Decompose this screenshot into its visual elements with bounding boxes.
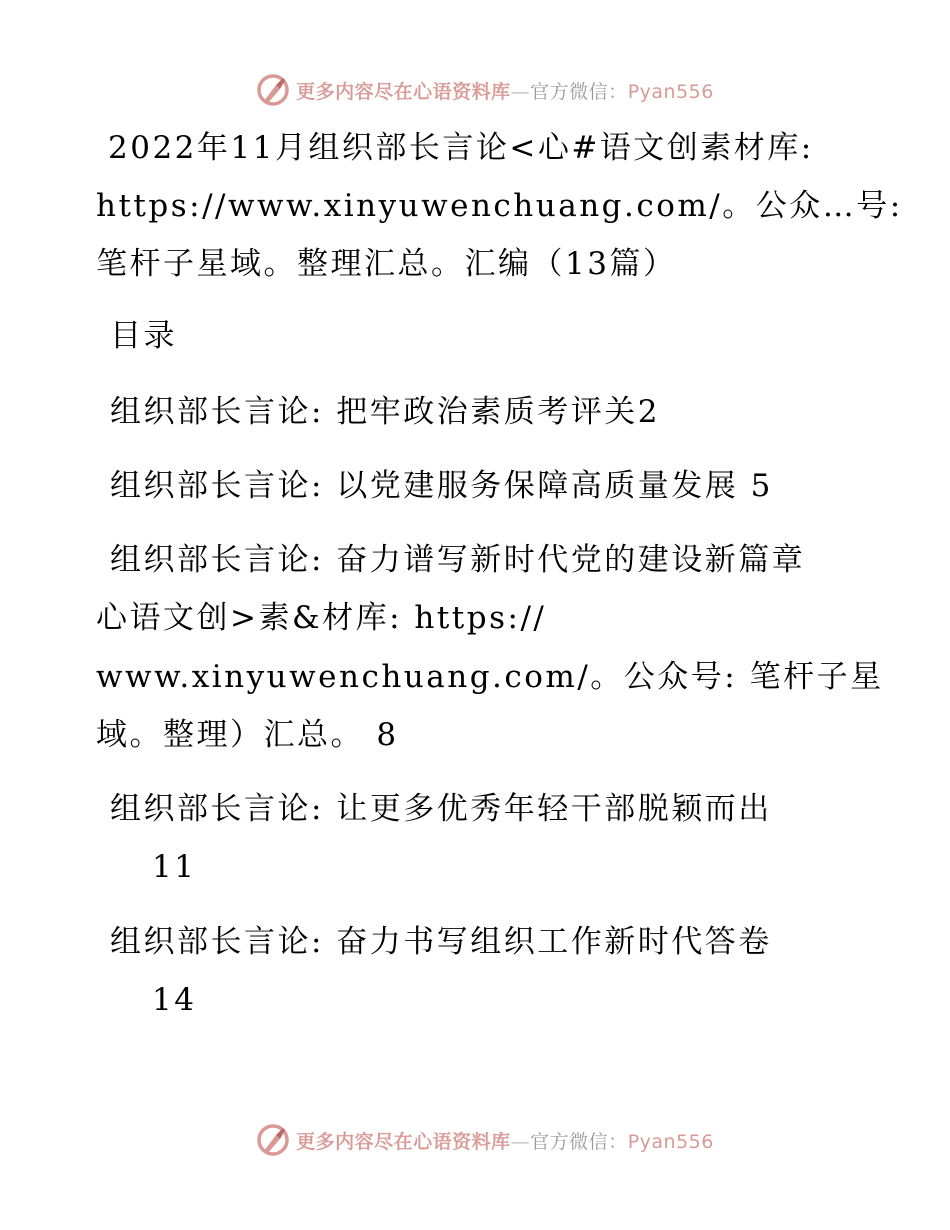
footer-banner-dash: — xyxy=(510,1130,531,1153)
pen-logo-icon xyxy=(256,73,290,107)
toc-entry-3-line-2: 心语文创>素&材库: https:// xyxy=(96,600,547,636)
toc-entry-5-page: 14 xyxy=(152,982,197,1018)
toc-entry-3-line-3: www.xinyuwenchuang.com/。公众号: 笔杆子星 xyxy=(96,659,884,695)
toc-entry-2[interactable]: 组织部长言论: 以党建服务保障高质量发展 5 xyxy=(110,468,773,504)
footer-banner-slogan: 更多内容尽在心语资料库 xyxy=(296,1130,511,1153)
document-title-line-1: 2022年11月组织部长言论<心#语文创素材库: xyxy=(108,130,814,166)
toc-entry-4-page: 11 xyxy=(152,849,197,885)
header-banner-inner xyxy=(256,73,714,107)
toc-entry-5[interactable]: 组织部长言论: 奋力书写组织工作新时代答卷 xyxy=(110,924,772,960)
header-banner-slogan: 更多内容尽在心语资料库 xyxy=(296,80,511,103)
document-title-line-2: https://www.xinyuwenchuang.com/。公众…号: xyxy=(96,188,903,224)
header-banner-text xyxy=(296,77,714,104)
toc-entry-3-line-1[interactable]: 组织部长言论: 奋力谱写新时代党的建设新篇章 xyxy=(110,542,806,578)
footer-banner-text xyxy=(296,1127,714,1154)
toc-heading: 目录 xyxy=(110,318,177,354)
footer-banner-wechat-label: 官方微信： xyxy=(530,1130,628,1153)
header-banner-wechat-label: 官方微信： xyxy=(530,80,628,103)
footer-banner-wechat-id: Pyan556 xyxy=(627,1130,714,1153)
footer-banner xyxy=(0,1120,950,1160)
header-banner-dash: — xyxy=(510,80,531,103)
toc-entry-1[interactable]: 组织部长言论: 把牢政治素质考评关2 xyxy=(110,394,661,430)
header-banner xyxy=(0,70,950,110)
document-title-line-3: 笔杆子星域。整理汇总。汇编（13篇） xyxy=(96,246,677,282)
footer-banner-inner xyxy=(256,1123,714,1157)
header-banner-wechat-id: Pyan556 xyxy=(627,80,714,103)
pen-logo-icon xyxy=(256,1123,290,1157)
toc-entry-4[interactable]: 组织部长言论: 让更多优秀年轻干部脱颖而出 xyxy=(110,791,772,827)
toc-entry-3-line-4: 域。整理）汇总。 8 xyxy=(96,717,399,753)
